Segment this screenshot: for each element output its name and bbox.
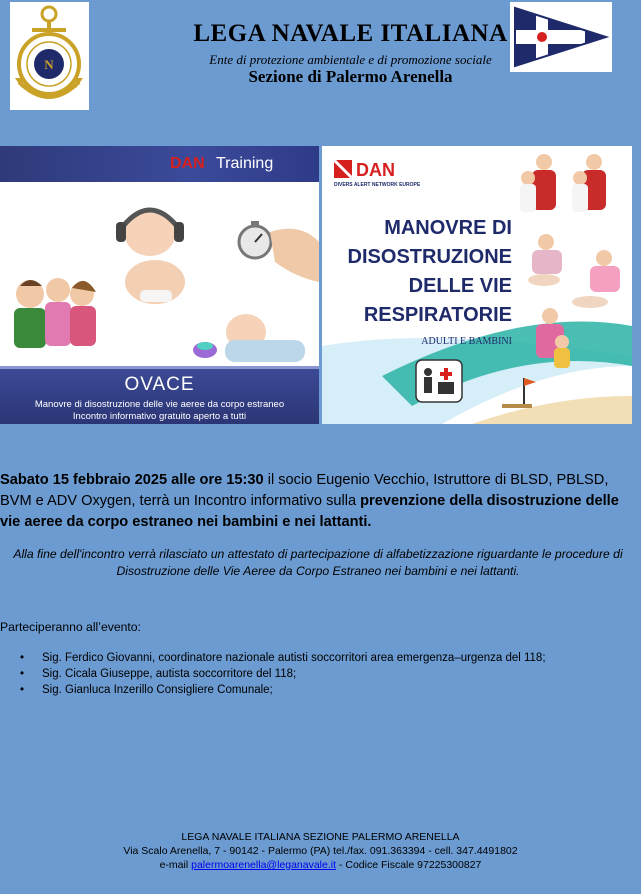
participants-label: Parteciperanno all’evento: [0,620,141,634]
list-item [20,650,546,666]
event-description: il socio Eugenio Vecchio, Istruttore di BLSD, PBLSD, BVM e ADV Oxygen, terrà un Incontro informativo sulla [0,472,609,509]
dan-brand-label: DAN [170,155,205,172]
poster-bottom-bar [0,366,319,424]
footer-contact [0,858,641,872]
footer-address: Via Scalo Arenella, 7 - 90142 - Palermo (PA) tel./fax. 091.363394 - cell. 347.4491802 [123,845,518,857]
svg-text:N: N [44,57,54,72]
list-item [20,682,546,698]
manovre-title-line2: DISOSTRUZIONE [347,246,512,268]
anchor-emblem-icon [10,2,89,110]
fiscal-code: - Codice Fiscale 97225300827 [336,859,482,871]
baby-headphones-icon [116,208,185,304]
ovace-line2: Incontro informativo gratuito aperto a tutti [72,411,247,422]
participant-name: Sig. Gianluca Inzerillo Consigliere Comunale; [42,684,273,696]
page-title: LEGA NAVALE ITALIANA [193,20,508,47]
participant-name: Sig. Cicala Giuseppe, autista soccorritore del 118; [42,668,297,680]
manovre-poster [322,146,632,424]
page-subtitle: Ente di protezione ambientale e di promozione sociale [209,52,492,67]
bullet-icon: • [20,668,25,680]
crawling-baby-icon [193,314,305,362]
event-announcement [0,470,620,533]
first-aid-sign-icon [416,360,462,402]
poster-illustration [0,182,319,366]
bullet-icon: • [20,652,25,664]
dan-flag-icon [334,160,352,178]
ovace-line1: Manovre di disostruzione delle vie aeree da corpo estraneo [34,399,285,410]
list-item [20,666,546,682]
footer-org-name: LEGA NAVALE ITALIANA SEZIONE PALERMO ARENELLA [181,831,460,843]
infant-maneuver-icon [528,234,620,308]
email-link[interactable]: palermoarenella@leganavale.it [191,859,337,871]
certificate-note: Alla fine dell'incontro verrà rilasciato un attestato di partecipazione di alfabetizzazione riguardante le procedure di Disostruzione delle Vie Aeree da Corpo Estraneo nei bambini e nei lattanti. [13,547,623,578]
training-label: Training [216,155,274,172]
manovre-title-line3: DELLE VIE [408,275,512,297]
ovace-title: OVACE [124,374,195,395]
participants-list [20,650,546,698]
poster-top-bar [0,146,319,182]
event-topic: prevenzione della disostruzione delle vie aeree da corpo estraneo nei bambini e nei lattanti. [0,493,619,530]
participant-name: Sig. Ferdico Giovanni, coordinatore nazionale autisti soccorritori area emergenza–urgenza del 118; [42,652,546,664]
dan-brand-label: DAN [356,160,395,180]
event-date: Sabato 15 febbraio 2025 alle ore 15:30 [0,472,264,488]
stopwatch-icon [239,221,319,282]
bullet-icon: • [20,684,25,696]
ovace-poster [0,146,319,424]
manovre-title-line4: RESPIRATORIE [363,304,512,326]
manovre-title-line1: MANOVRE DI [384,217,512,239]
section-name: Sezione di Palermo Arenella [248,67,453,86]
rescuer-figures-icon [520,154,606,212]
manovre-subtitle: ADULTI E BAMBINI [421,336,512,347]
children-group-icon [14,278,96,348]
lega-navale-logo [10,2,89,110]
dan-brand-sublabel: DIVERS ALERT NETWORK EUROPE [334,182,421,188]
email-prefix: e-mail [159,859,192,871]
